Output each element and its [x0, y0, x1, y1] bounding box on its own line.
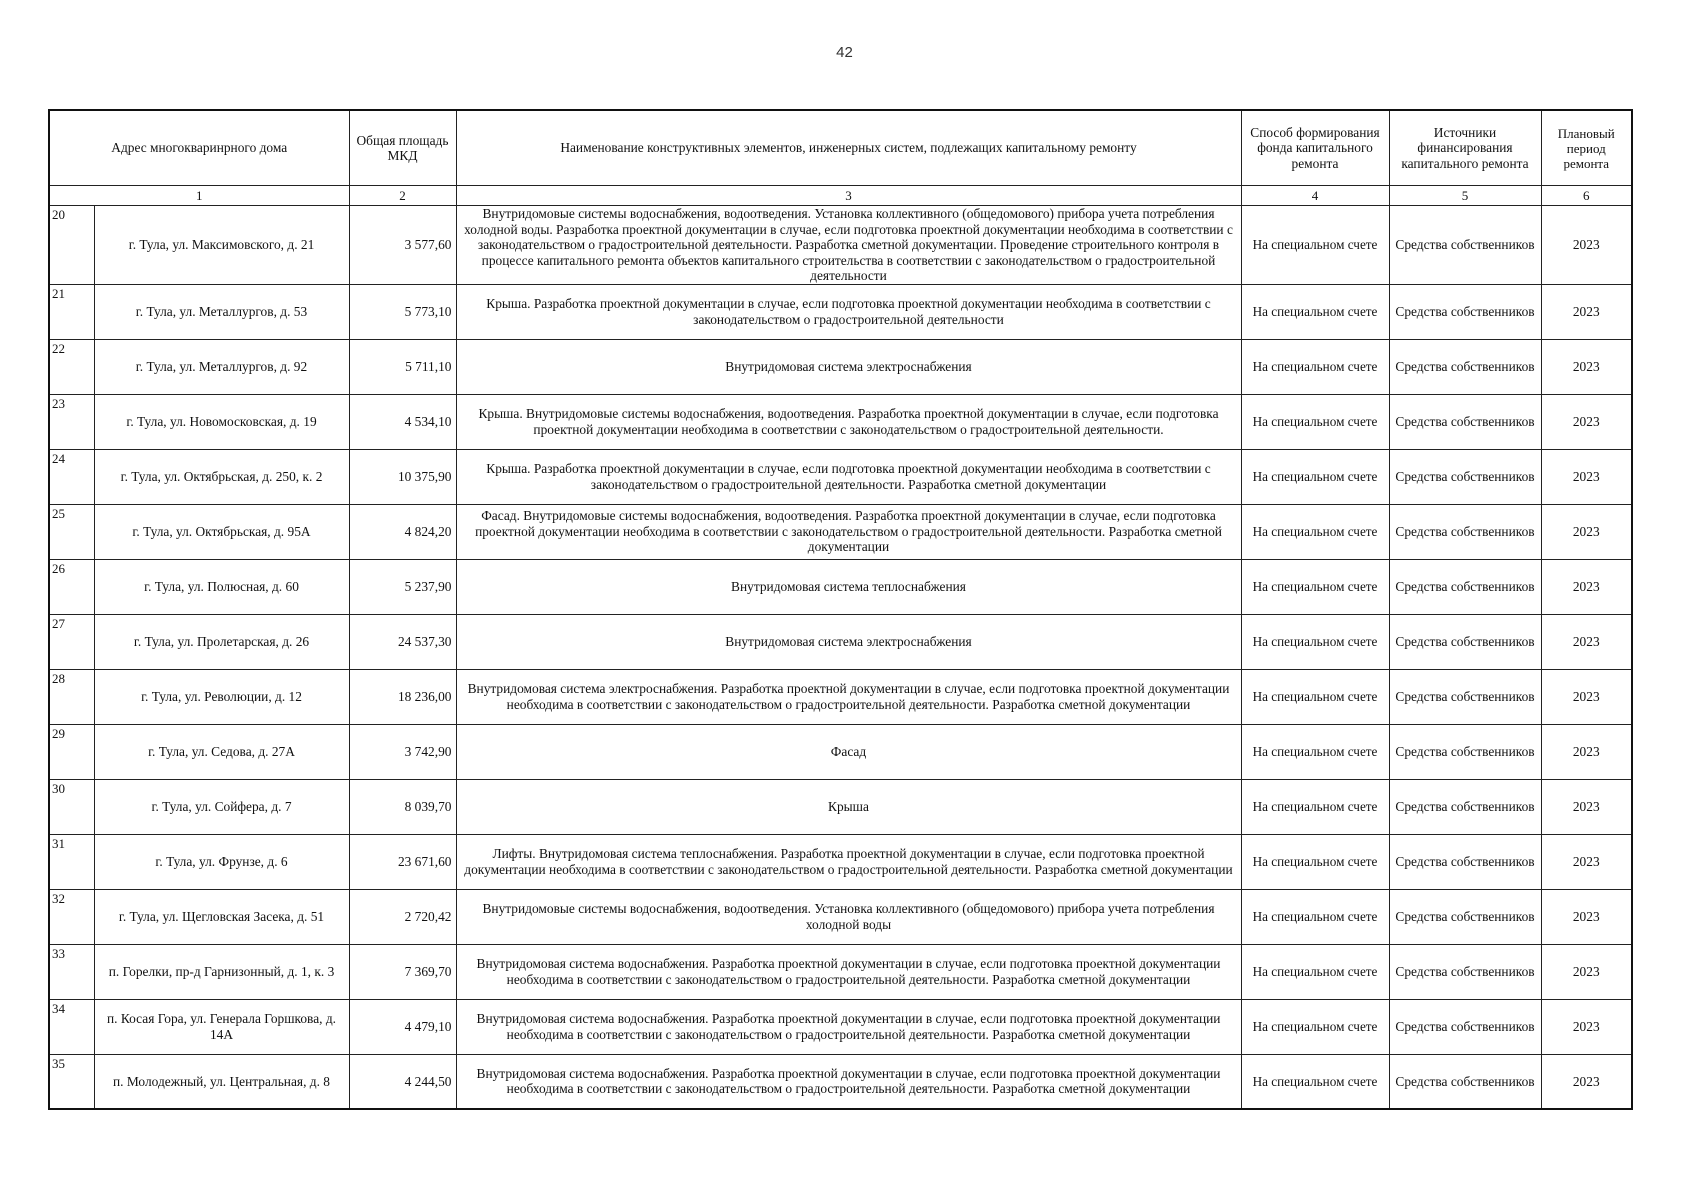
header-source: Источники финансирования капитального ремонта [1389, 110, 1541, 186]
table-row [49, 779, 1632, 834]
table-row [49, 504, 1632, 559]
repair-works: Внутридомовая система теплоснабжения [456, 559, 1241, 614]
planned-period: 2023 [1541, 559, 1632, 614]
table-row [49, 284, 1632, 339]
repair-works: Внутридомовая система электроснабжения [456, 614, 1241, 669]
planned-period: 2023 [1541, 944, 1632, 999]
fund-method: На специальном счете [1241, 999, 1389, 1054]
total-area: 8 039,70 [349, 779, 456, 834]
funding-source: Средства собственников [1389, 669, 1541, 724]
row-number: 31 [49, 834, 94, 889]
total-area: 4 479,10 [349, 999, 456, 1054]
fund-method: На специальном счете [1241, 339, 1389, 394]
funding-source: Средства собственников [1389, 1054, 1541, 1109]
house-address: п. Косая Гора, ул. Генерала Горшкова, д. 14А [94, 999, 349, 1054]
fund-method: На специальном счете [1241, 614, 1389, 669]
total-area: 4 824,20 [349, 504, 456, 559]
repair-works: Фасад [456, 724, 1241, 779]
repair-works: Внутридомовая система водоснабжения. Разработка проектной документации в случае, если подготовка проектной документации необходима в соответствии с законодательством о градостроительной деятельности. Разработка сметной документации [456, 999, 1241, 1054]
table-row [49, 339, 1632, 394]
funding-source: Средства собственников [1389, 504, 1541, 559]
planned-period: 2023 [1541, 724, 1632, 779]
planned-period: 2023 [1541, 614, 1632, 669]
funding-source: Средства собственников [1389, 284, 1541, 339]
funding-source: Средства собственников [1389, 206, 1541, 285]
row-number: 35 [49, 1054, 94, 1109]
total-area: 3 742,90 [349, 724, 456, 779]
column-number-row [49, 186, 1632, 206]
row-number: 27 [49, 614, 94, 669]
house-address: г. Тула, ул. Пролетарская, д. 26 [94, 614, 349, 669]
repair-works: Крыша [456, 779, 1241, 834]
total-area: 7 369,70 [349, 944, 456, 999]
repair-works: Крыша. Разработка проектной документации в случае, если подготовка проектной документации необходима в соответствии с законодательством о градостроительной деятельности. Разработка сметной документации [456, 449, 1241, 504]
header-area: Общая площадь МКД [349, 110, 456, 186]
table-row [49, 834, 1632, 889]
header-address: Адрес многокваринрного дома [49, 110, 349, 186]
table-row [49, 669, 1632, 724]
total-area: 18 236,00 [349, 669, 456, 724]
total-area: 4 244,50 [349, 1054, 456, 1109]
funding-source: Средства собственников [1389, 724, 1541, 779]
planned-period: 2023 [1541, 1054, 1632, 1109]
total-area: 5 237,90 [349, 559, 456, 614]
total-area: 4 534,10 [349, 394, 456, 449]
table-row [49, 999, 1632, 1054]
fund-method: На специальном счете [1241, 834, 1389, 889]
table-row [49, 449, 1632, 504]
row-number: 24 [49, 449, 94, 504]
fund-method: На специальном счете [1241, 724, 1389, 779]
repair-works: Крыша. Внутридомовые системы водоснабжения, водоотведения. Разработка проектной документации в случае, если подготовка проектной документации необходима в соответствии с законодательством о градостроительной деятельности. [456, 394, 1241, 449]
house-address: п. Горелки, пр-д Гарнизонный, д. 1, к. 3 [94, 944, 349, 999]
row-number: 23 [49, 394, 94, 449]
house-address: г. Тула, ул. Металлургов, д. 53 [94, 284, 349, 339]
fund-method: На специальном счете [1241, 559, 1389, 614]
header-method: Способ формирования фонда капитального ремонта [1241, 110, 1389, 186]
row-number: 28 [49, 669, 94, 724]
table-row [49, 724, 1632, 779]
planned-period: 2023 [1541, 669, 1632, 724]
repair-works: Внутридомовая система водоснабжения. Разработка проектной документации в случае, если подготовка проектной документации необходима в соответствии с законодательством о градостроительной деятельности. Разработка сметной документации [456, 1054, 1241, 1109]
table-row [49, 614, 1632, 669]
planned-period: 2023 [1541, 339, 1632, 394]
house-address: г. Тула, ул. Максимовского, д. 21 [94, 206, 349, 285]
column-number: 1 [49, 186, 349, 206]
repair-works: Фасад. Внутридомовые системы водоснабжения, водоотведения. Разработка проектной документации в случае, если подготовка проектной документации необходима в соответствии с законодательством о градостроительной деятельности. Разработка сметной документации [456, 504, 1241, 559]
total-area: 5 773,10 [349, 284, 456, 339]
total-area: 5 711,10 [349, 339, 456, 394]
funding-source: Средства собственников [1389, 944, 1541, 999]
row-number: 29 [49, 724, 94, 779]
row-number: 34 [49, 999, 94, 1054]
total-area: 2 720,42 [349, 889, 456, 944]
fund-method: На специальном счете [1241, 449, 1389, 504]
house-address: г. Тула, ул. Металлургов, д. 92 [94, 339, 349, 394]
total-area: 23 671,60 [349, 834, 456, 889]
table-row [49, 394, 1632, 449]
house-address: г. Тула, ул. Революции, д. 12 [94, 669, 349, 724]
house-address: г. Тула, ул. Октябрьская, д. 250, к. 2 [94, 449, 349, 504]
total-area: 10 375,90 [349, 449, 456, 504]
column-number: 2 [349, 186, 456, 206]
row-number: 32 [49, 889, 94, 944]
repair-works: Крыша. Разработка проектной документации в случае, если подготовка проектной документации необходима в соответствии с законодательством о градостроительной деятельности [456, 284, 1241, 339]
page-number: 42 [836, 44, 853, 61]
repair-works: Внутридомовая система электроснабжения [456, 339, 1241, 394]
fund-method: На специальном счете [1241, 779, 1389, 834]
capital-repair-table [48, 109, 1633, 1110]
funding-source: Средства собственников [1389, 889, 1541, 944]
house-address: г. Тула, ул. Октябрьская, д. 95А [94, 504, 349, 559]
row-number: 22 [49, 339, 94, 394]
funding-source: Средства собственников [1389, 394, 1541, 449]
fund-method: На специальном счете [1241, 1054, 1389, 1109]
row-number: 20 [49, 206, 94, 285]
repair-works: Внутридомовые системы водоснабжения, водоотведения. Установка коллективного (общедомового) прибора учета потребления холодной воды [456, 889, 1241, 944]
house-address: г. Тула, ул. Седова, д. 27А [94, 724, 349, 779]
table-body [49, 206, 1632, 1110]
fund-method: На специальном счете [1241, 504, 1389, 559]
house-address: г. Тула, ул. Полюсная, д. 60 [94, 559, 349, 614]
total-area: 3 577,60 [349, 206, 456, 285]
house-address: г. Тула, ул. Сойфера, д. 7 [94, 779, 349, 834]
house-address: п. Молодежный, ул. Центральная, д. 8 [94, 1054, 349, 1109]
house-address: г. Тула, ул. Фрунзе, д. 6 [94, 834, 349, 889]
planned-period: 2023 [1541, 889, 1632, 944]
planned-period: 2023 [1541, 999, 1632, 1054]
planned-period: 2023 [1541, 449, 1632, 504]
funding-source: Средства собственников [1389, 449, 1541, 504]
planned-period: 2023 [1541, 284, 1632, 339]
planned-period: 2023 [1541, 504, 1632, 559]
column-number: 3 [456, 186, 1241, 206]
table-row [49, 889, 1632, 944]
row-number: 33 [49, 944, 94, 999]
table-row [49, 944, 1632, 999]
row-number: 21 [49, 284, 94, 339]
column-number: 6 [1541, 186, 1632, 206]
row-number: 30 [49, 779, 94, 834]
house-address: г. Тула, ул. Новомосковская, д. 19 [94, 394, 349, 449]
row-number: 25 [49, 504, 94, 559]
funding-source: Средства собственников [1389, 834, 1541, 889]
house-address: г. Тула, ул. Щегловская Засека, д. 51 [94, 889, 349, 944]
fund-method: На специальном счете [1241, 206, 1389, 285]
planned-period: 2023 [1541, 834, 1632, 889]
row-number: 26 [49, 559, 94, 614]
fund-method: На специальном счете [1241, 394, 1389, 449]
repair-works: Лифты. Внутридомовая система теплоснабжения. Разработка проектной документации в случае, если подготовка проектной документации необходима в соответствии с законодательством о градостроительной деятельности. Разработка сметной документации [456, 834, 1241, 889]
table-row [49, 206, 1632, 285]
fund-method: На специальном счете [1241, 889, 1389, 944]
funding-source: Средства собственников [1389, 779, 1541, 834]
repair-works: Внутридомовые системы водоснабжения, водоотведения. Установка коллективного (общедомового) прибора учета потребления холодной воды. Разработка проектной документации в случае, если подготовка проектной документации необходима в соответствии с законодательством о градостроительной деятельности. Разработка сметной документации. Проведение строительного контроля в процессе капитального ремонта объектов капитального строительства в соответствии с законодательством о градостроительной деятельности [456, 206, 1241, 285]
funding-source: Средства собственников [1389, 614, 1541, 669]
column-number: 5 [1389, 186, 1541, 206]
header-works: Наименование конструктивных элементов, инженерных систем, подлежащих капитальному ремонту [456, 110, 1241, 186]
header-period: Плановый период ремонта [1541, 110, 1632, 186]
repair-works: Внутридомовая система электроснабжения. Разработка проектной документации в случае, если подготовка проектной документации необходима в соответствии с законодательством о градостроительной деятельности. Разработка сметной документации [456, 669, 1241, 724]
funding-source: Средства собственников [1389, 339, 1541, 394]
table-row [49, 559, 1632, 614]
funding-source: Средства собственников [1389, 999, 1541, 1054]
fund-method: На специальном счете [1241, 284, 1389, 339]
funding-source: Средства собственников [1389, 559, 1541, 614]
planned-period: 2023 [1541, 206, 1632, 285]
planned-period: 2023 [1541, 394, 1632, 449]
header-row [49, 110, 1632, 186]
column-number: 4 [1241, 186, 1389, 206]
table-row [49, 1054, 1632, 1109]
total-area: 24 537,30 [349, 614, 456, 669]
repair-works: Внутридомовая система водоснабжения. Разработка проектной документации в случае, если подготовка проектной документации необходима в соответствии с законодательством о градостроительной деятельности. Разработка сметной документации [456, 944, 1241, 999]
planned-period: 2023 [1541, 779, 1632, 834]
fund-method: На специальном счете [1241, 669, 1389, 724]
fund-method: На специальном счете [1241, 944, 1389, 999]
